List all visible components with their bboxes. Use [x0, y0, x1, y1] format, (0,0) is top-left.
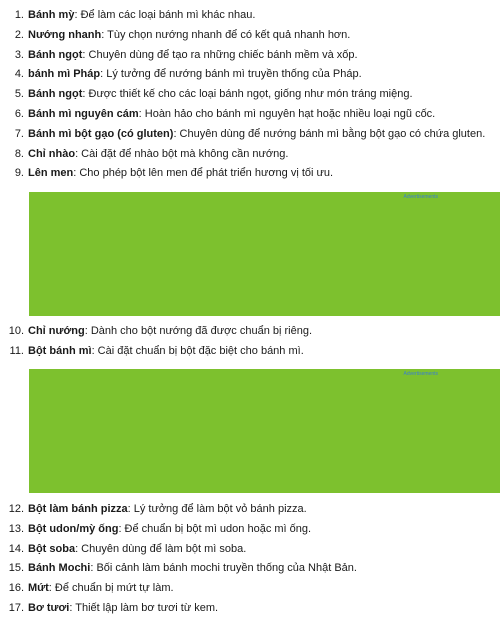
item-text	[28, 125, 498, 145]
item-text	[28, 579, 498, 599]
item-text	[28, 65, 498, 85]
list-group-2	[0, 322, 500, 362]
item-term: Chỉ nướng	[28, 325, 85, 337]
item-text	[28, 342, 498, 362]
item-term: Bánh mỳ	[28, 9, 75, 21]
list-item	[0, 46, 500, 66]
item-text	[28, 46, 498, 66]
item-description: : Để chuẩn bị mứt tự làm.	[48, 582, 174, 595]
item-term: bánh mì Pháp	[28, 68, 101, 81]
item-number: 17.	[8, 601, 24, 614]
list-item	[0, 6, 500, 26]
item-text	[28, 26, 498, 46]
item-term: Nướng nhanh	[28, 28, 102, 41]
item-term: Chỉ nhào	[28, 147, 76, 160]
item-term: Bột udon/mỳ ống	[28, 522, 119, 535]
item-term: Bột làm bánh pizza	[28, 503, 128, 515]
item-number: 10.	[8, 325, 24, 337]
item-text	[28, 540, 498, 560]
list-item	[0, 559, 500, 579]
item-description: : Được thiết kế cho các loại bánh ngọt, giống như món tráng miệng.	[82, 88, 413, 101]
item-description: : Để chuẩn bị bột mì udon hoặc mì ống.	[118, 522, 312, 535]
item-term: Lên men	[28, 167, 74, 180]
list-item	[0, 342, 500, 362]
item-term: Bánh mì bột gạo (có gluten)	[28, 127, 174, 140]
item-description: : Chuyên dùng để nướng bánh mì bằng bột gạo có chứa gluten.	[173, 127, 486, 140]
item-description: : Cài đặt để nhào bột mà không cần nướng.	[75, 147, 289, 160]
item-description: : Dành cho bột nướng đã được chuẩn bị riêng.	[84, 325, 313, 337]
list-item	[0, 540, 500, 560]
item-description: : Lý tưởng để làm bột vỏ bánh pizza.	[127, 503, 307, 515]
list-item	[0, 599, 500, 619]
item-number: 15.	[8, 562, 24, 575]
advertisement-label: Advertisements	[403, 194, 438, 200]
item-text	[28, 322, 498, 342]
item-description: : Tùy chọn nướng nhanh để có kết quả nhanh hơn.	[101, 28, 351, 41]
item-text	[28, 105, 498, 125]
item-term: Bánh Mochi	[28, 562, 91, 575]
item-description: : Hoàn hảo cho bánh mì nguyên hạt hoặc nhiều loại ngũ cốc.	[138, 107, 436, 120]
item-description: : Cài đặt chuẩn bị bột đặc biệt cho bánh mì.	[91, 344, 304, 357]
item-number: 8.	[14, 147, 24, 160]
item-text	[28, 164, 498, 184]
item-number: 2.	[14, 28, 24, 41]
advertisement-banner[interactable]	[29, 369, 500, 493]
item-term: Bơ tươi	[28, 601, 70, 614]
item-description: : Bối cảnh làm bánh mochi truyền thống của Nhật Bản.	[90, 562, 357, 575]
list-item	[0, 85, 500, 105]
list-group-1	[0, 6, 500, 184]
item-text	[28, 520, 498, 540]
item-text	[28, 6, 498, 26]
list-item	[0, 145, 500, 165]
advertisement-label: Advertisements	[403, 371, 438, 377]
item-number: 3.	[14, 48, 24, 61]
advertisement-banner[interactable]	[29, 192, 500, 316]
item-description: : Chuyên dùng để tạo ra những chiếc bánh mềm và xốp.	[82, 48, 358, 61]
list-item	[0, 105, 500, 125]
item-number: 4.	[14, 68, 24, 81]
item-description: : Chuyên dùng để làm bột mì soba.	[75, 542, 247, 555]
item-text	[28, 559, 498, 579]
item-number: 7.	[14, 127, 24, 140]
list-item	[0, 26, 500, 46]
item-number: 13.	[8, 522, 24, 535]
item-text	[28, 145, 498, 165]
item-number: 9.	[14, 167, 24, 180]
item-term: Bánh ngọt	[28, 48, 83, 61]
item-term: Bánh ngọt	[28, 88, 83, 101]
item-term: Mứt	[28, 582, 49, 595]
item-description: : Thiết lập làm bơ tươi từ kem.	[69, 601, 219, 614]
item-description: : Để làm các loại bánh mì khác nhau.	[74, 9, 256, 21]
item-number: 5.	[14, 88, 24, 101]
list-item	[0, 520, 500, 540]
list-item	[0, 579, 500, 599]
item-term: Bánh mì nguyên cám	[28, 107, 139, 120]
list-item	[0, 500, 500, 520]
list-item	[0, 322, 500, 342]
item-number: 11.	[9, 344, 24, 357]
item-number: 12.	[8, 503, 24, 515]
item-text	[28, 500, 498, 520]
item-description: : Cho phép bột lên men để phát triển hương vị tối ưu.	[73, 167, 334, 180]
list-item	[0, 65, 500, 85]
item-description: : Lý tưởng để nướng bánh mì truyền thống của Pháp.	[100, 68, 362, 81]
list-group-3	[0, 500, 500, 619]
item-number: 14.	[8, 542, 24, 555]
item-number: 6.	[14, 107, 24, 120]
list-item	[0, 164, 500, 184]
list-item	[0, 125, 500, 145]
item-text	[28, 599, 498, 619]
item-number: 16.	[8, 582, 24, 595]
item-term: Bột soba	[28, 542, 76, 555]
item-number: 1.	[14, 9, 24, 21]
item-text	[28, 85, 498, 105]
item-term: Bột bánh mì	[28, 344, 92, 357]
